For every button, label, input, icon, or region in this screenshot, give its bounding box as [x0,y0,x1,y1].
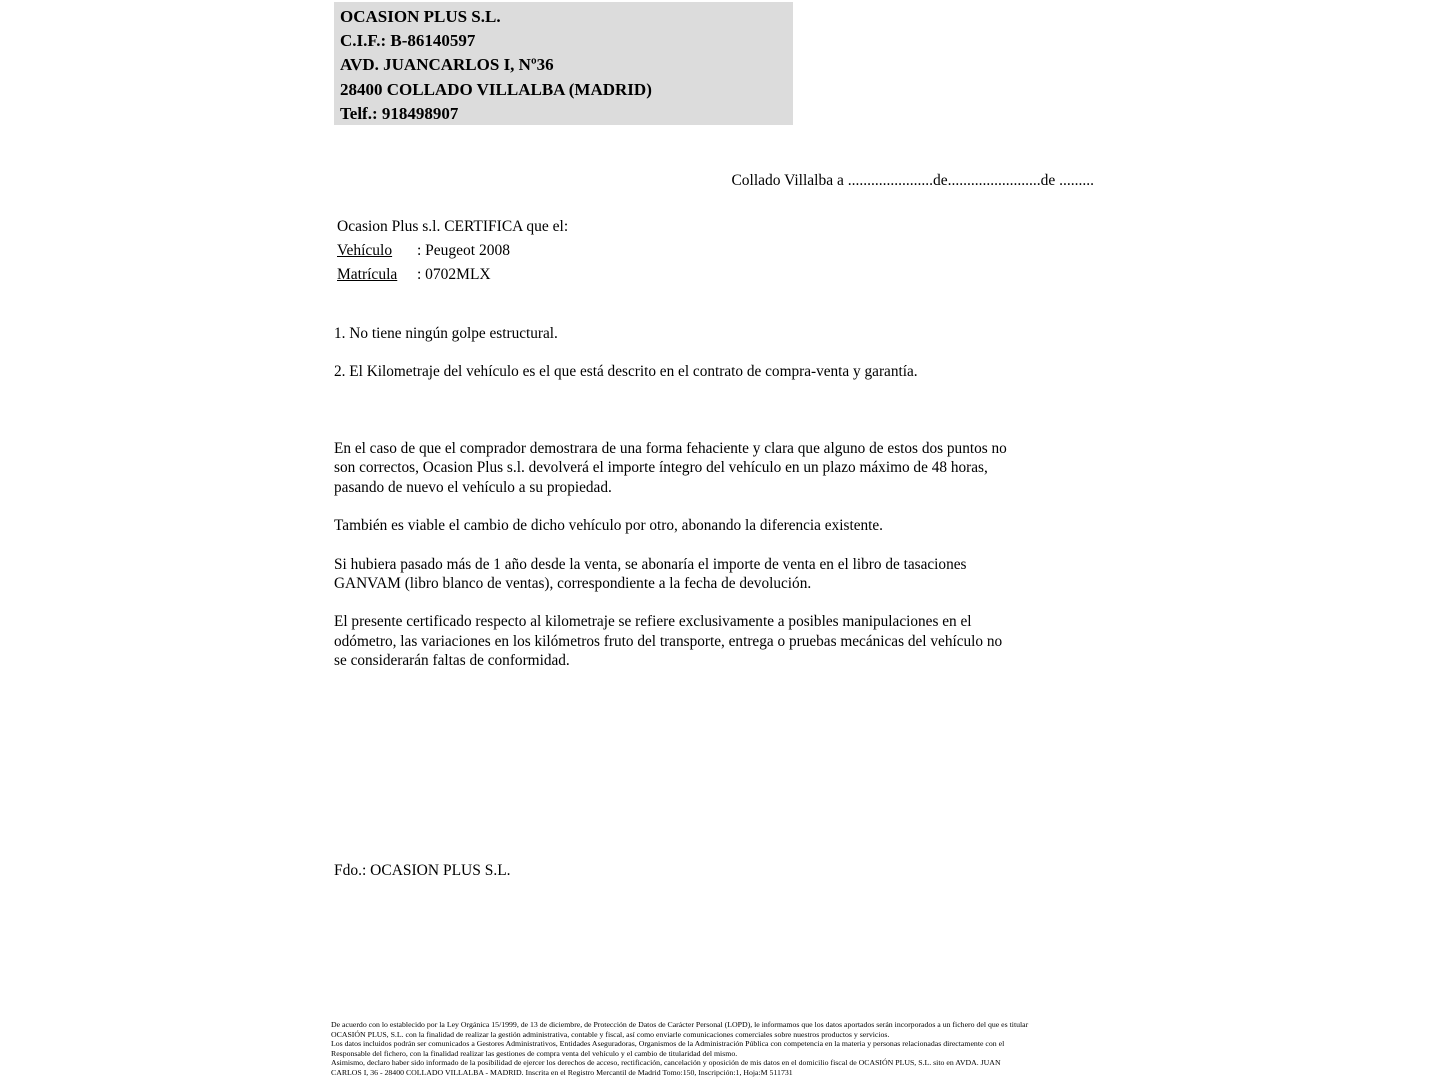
paragraph-line: se considerarán faltas de conformidad. [334,652,570,670]
field-label: Matrícula [337,265,398,283]
field-label: Vehículo [337,241,393,259]
vehicle-fields [337,239,568,287]
certificate-block [337,215,568,286]
paragraph [334,612,1007,670]
legal-footer-line: Asimismo, declaro haber sido informado de la posibilidad de ejercer los derechos de acceso, rectificación, cancelación y oposición de mis datos en el domicilio fiscal de OCASIÓN PLUS, S.L. sito en AVDA. JUAN [331,1058,1001,1068]
body-paragraphs [334,439,1007,671]
paragraph-line: odómetro, las variaciones en los kilómetros fruto del transporte, entrega o pruebas mecánicas del vehículo no [334,632,1003,650]
legal-footer-line: OCASIÓN PLUS, S.L. con la finalidad de realizar la gestión administrativa, contable y fiscal, así como enviarle comunicaciones comerciales sobre nuestros productos y servicios. [331,1029,890,1039]
company-header-line: AVD. JUANCARLOS I, Nº36 [340,55,554,75]
paragraph [334,516,1007,535]
paragraph-line: GANVAM (libro blanco de ventas), correspondiente a la fecha de devolución. [334,575,812,593]
company-header-line: 28400 COLLADO VILLALBA (MADRID) [340,79,652,99]
field-value: : 0702MLX [417,265,491,283]
field-value: : Peugeot 2008 [417,241,510,259]
field-row [337,263,568,287]
legal-footer-line: Responsable del fichero, con la finalidad realizar las gestiones de compra venta del vehículo y el cambio de titularidad del mismo. [331,1048,738,1058]
paragraph-line: son correctos, Ocasion Plus s.l. devolverá el importe íntegro del vehículo en un plazo máximo de 48 horas, [334,459,988,477]
clauses-list [334,324,918,381]
paragraph [334,555,1007,594]
clause-item: 1. No tiene ningún golpe estructural. [334,325,558,342]
paragraph-line: Si hubiera pasado más de 1 año desde la venta, se abonaría el importe de venta en el libro de tasaciones [334,555,967,573]
certificate-intro: Ocasion Plus s.l. CERTIFICA que el: [337,218,569,235]
company-header-box [334,2,793,125]
legal-footer-line: De acuerdo con lo establecido por la Ley Orgánica 15/1999, de 13 de diciembre, de Protección de Datos de Carácter Personal (LOPD), le informamos que los datos aportados serán incorporados a un fichero del que es titular [331,1020,1029,1029]
paragraph-line: En el caso de que el comprador demostrara de una forma fehaciente y clara que alguno de estos dos puntos no [334,440,1007,457]
signature-line: Fdo.: OCASION PLUS S.L. [334,862,511,879]
date-line: Collado Villalba a ......................de........................de ......... [731,172,1094,189]
company-header-line: Telf.: 918498907 [340,103,459,123]
paragraph-line: También es viable el cambio de dicho vehículo por otro, abonando la diferencia existente. [334,517,883,535]
paragraph [334,439,1007,497]
legal-footer-line: CARLOS I, 36 - 28400 COLLADO VILLALBA - MADRID. Inscrita en el Registro Mercantil de Madrid Tomo:150, Inscripción:1, Hoja:M 511731 [331,1067,793,1077]
company-header-line: OCASION PLUS S.L. [340,7,501,26]
paragraph-line: pasando de nuevo el vehículo a su propiedad. [334,478,612,496]
paragraph-line: El presente certificado respecto al kilometraje se refiere exclusivamente a posibles manipulaciones en el [334,613,972,631]
legal-footer-line: Los datos incluidos podrán ser comunicados a Gestores Administrativos, Entidades Aseguradoras, Organismos de la Administración Pública con competencia en la materia y personas relacionadas directamente con el [331,1039,1005,1049]
field-row [337,239,568,263]
company-header-line: C.I.F.: B-86140597 [340,31,476,51]
clause-item: 2. El Kilometraje del vehículo es el que está descrito en el contrato de compra-venta y garantía. [334,363,918,380]
legal-footer [331,1020,1028,1078]
